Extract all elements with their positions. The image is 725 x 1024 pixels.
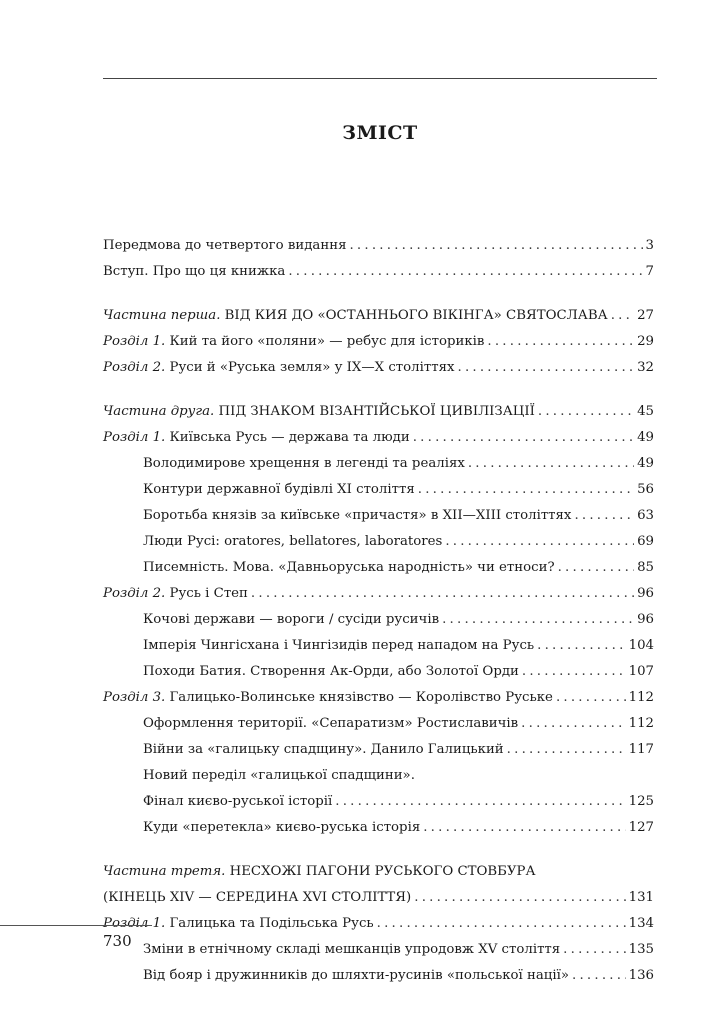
- toc-entry-title: Кочові держави — вороги / сусіди русичів: [143, 612, 440, 627]
- toc-entry-prefix: Частина друга.: [103, 404, 215, 419]
- toc-leader-dots: [537, 638, 625, 653]
- page-title: ЗМІСТ: [342, 122, 418, 144]
- toc-entry-prefix: Частина третя.: [103, 864, 226, 879]
- toc-entry[interactable]: [103, 890, 654, 916]
- toc-entry-label: [103, 238, 346, 253]
- toc-page-number: 131: [628, 890, 654, 905]
- header-rule: [103, 78, 657, 79]
- toc-entry-title: Руси й «Руська земля» у IX—X століттях: [165, 360, 455, 375]
- toc-leader-dots: [558, 560, 634, 575]
- toc-entry-title: Контури державної будівлі XI століття: [143, 482, 415, 497]
- toc-entry[interactable]: [103, 560, 654, 586]
- toc-entry-prefix: Розділ 1.: [103, 916, 166, 931]
- toc-entry-label: [143, 612, 439, 627]
- toc-page-number: 63: [637, 508, 654, 523]
- toc-entry[interactable]: [103, 794, 654, 820]
- toc-entry[interactable]: [103, 664, 654, 690]
- toc-entry-title: Люди Русі: oratores, bellatores, laboratores: [143, 534, 443, 549]
- toc-page-number: 49: [637, 456, 654, 471]
- toc-leader-dots: [468, 456, 634, 471]
- toc-entry-title: Оформлення території. «Сепаратизм» Ростиславичів: [143, 716, 519, 731]
- toc-leader-dots: [288, 264, 642, 279]
- toc-entry-label: [143, 534, 442, 549]
- toc-entry-prefix: Частина перша.: [103, 308, 221, 323]
- toc-entry-title: Вступ. Про що ця книжка: [103, 264, 286, 279]
- toc-entry-label: [143, 456, 465, 471]
- toc-leader-dots: [487, 334, 634, 349]
- toc-entry-label: [143, 716, 518, 731]
- footer-rule: [0, 925, 152, 926]
- toc-entry-title: Новий переділ «галицької спадщини».: [143, 768, 415, 783]
- toc-page-number: 32: [637, 360, 654, 375]
- toc-entry-title: Від бояр і дружинників до шляхти-русинів «польської нації»: [143, 968, 569, 983]
- toc-entry[interactable]: [103, 638, 654, 664]
- toc-entry-title: Київська Русь — держава та люди: [165, 430, 410, 445]
- toc-page-number: 127: [628, 820, 654, 835]
- toc-entry-title: Галицько-Волинське князівство — Королівство Руське: [165, 690, 553, 705]
- toc-entry[interactable]: [103, 404, 654, 430]
- toc-page-number: 136: [628, 968, 654, 983]
- toc-entry[interactable]: [103, 864, 654, 890]
- toc-entry-prefix: Розділ 3.: [103, 690, 166, 705]
- toc-entry[interactable]: [103, 916, 654, 942]
- toc-entry-label: [103, 308, 608, 323]
- toc-leader-dots: [413, 430, 634, 445]
- toc-page-number: 45: [637, 404, 654, 419]
- toc-entry-label: [143, 742, 504, 757]
- toc-entry-title: Куди «перетекла» києво-руська історія: [143, 820, 421, 835]
- toc-leader-dots: [563, 942, 625, 957]
- toc-entry-label: [143, 794, 332, 809]
- toc-leader-dots: [445, 534, 634, 549]
- toc-entry-title: ВІД КИЯ ДО «ОСТАННЬОГО ВІКІНГА» СВЯТОСЛАВА: [220, 308, 608, 323]
- toc-entry-title: Імперія Чингісхана і Чингізидів перед нападом на Русь: [143, 638, 535, 653]
- toc-entry-title: ПІД ЗНАКОМ ВІЗАНТІЙСЬКОЇ ЦИВІЛІЗАЦІЇ: [214, 404, 535, 419]
- toc-entry[interactable]: [103, 308, 654, 334]
- toc-leader-dots: [251, 586, 634, 601]
- toc-leader-dots: [418, 482, 634, 497]
- toc-page-number: 69: [637, 534, 654, 549]
- toc-leader-dots: [521, 716, 625, 731]
- toc-page-number: 134: [628, 916, 654, 931]
- table-of-contents: [103, 238, 654, 994]
- toc-entry-label: [103, 360, 454, 375]
- toc-entry-title: Фінал києво-руської історії: [143, 794, 333, 809]
- toc-page-number: 56: [637, 482, 654, 497]
- toc-entry-label: [103, 404, 535, 419]
- toc-entry-title: Кий та його «поляни» — ребус для істориків: [165, 334, 485, 349]
- toc-entry-title: Зміни в етнічному складі мешканців упродовж XV століття: [143, 942, 561, 957]
- toc-entry[interactable]: [103, 820, 654, 846]
- toc-entry-title: Боротьба князів за київське «причастя» в XII—XIII століттях: [143, 508, 572, 523]
- toc-entry-label: [143, 560, 555, 575]
- toc-entry-prefix: Розділ 1.: [103, 430, 166, 445]
- toc-entry-prefix: Розділ 2.: [103, 586, 166, 601]
- toc-page-number: 49: [637, 430, 654, 445]
- toc-entry[interactable]: [103, 482, 654, 508]
- toc-entry-title: Галицька та Подільська Русь: [165, 916, 374, 931]
- toc-entry-label: [103, 890, 411, 905]
- toc-entry-title: Передмова до четвертого видання: [103, 238, 347, 253]
- toc-entry[interactable]: [103, 456, 654, 482]
- toc-entry-label: [103, 690, 553, 705]
- toc-entry-label: [103, 864, 654, 879]
- toc-entry-label: [103, 586, 248, 601]
- toc-leader-dots: [377, 916, 626, 931]
- toc-entry[interactable]: [103, 942, 654, 968]
- toc-page-number: 27: [637, 308, 654, 323]
- toc-leader-dots: [335, 794, 625, 809]
- toc-entry[interactable]: [103, 534, 654, 560]
- toc-page-number: 3: [645, 238, 654, 253]
- toc-leader-dots: [457, 360, 634, 375]
- toc-entry-label: [143, 638, 534, 653]
- toc-page-number: 7: [645, 264, 654, 279]
- toc-leader-dots: [423, 820, 625, 835]
- toc-entry-title: Походи Батия. Створення Ак-Орди, або Золотої Орди: [143, 664, 519, 679]
- toc-page-number: 107: [628, 664, 654, 679]
- toc-entry-label: [143, 820, 420, 835]
- toc-leader-dots: [349, 238, 642, 253]
- toc-leader-dots: [556, 690, 626, 705]
- toc-leader-dots: [414, 890, 625, 905]
- toc-entry-label: [143, 482, 415, 497]
- toc-entry[interactable]: [103, 360, 654, 386]
- toc-leader-dots: [538, 404, 634, 419]
- toc-page-number: 96: [637, 586, 654, 601]
- toc-entry-title: (КІНЕЦЬ XIV — СЕРЕДИНА XVI СТОЛІТТЯ): [103, 890, 412, 905]
- toc-entry[interactable]: [103, 968, 654, 994]
- toc-entry-title: Війни за «галицьку спадщину». Данило Галицький: [143, 742, 504, 757]
- toc-page-number: 104: [628, 638, 654, 653]
- toc-entry[interactable]: [103, 430, 654, 456]
- toc-section-gap: [103, 846, 654, 864]
- toc-entry-label: [143, 768, 654, 783]
- toc-entry[interactable]: [103, 334, 654, 360]
- toc-leader-dots: [572, 968, 626, 983]
- toc-entry[interactable]: [103, 586, 654, 612]
- toc-section-gap: [103, 386, 654, 404]
- toc-entry[interactable]: [103, 742, 654, 768]
- toc-page-number: 29: [637, 334, 654, 349]
- toc-entry[interactable]: [103, 264, 654, 290]
- toc-page-number: 112: [628, 716, 654, 731]
- toc-page-number: 96: [637, 612, 654, 627]
- toc-entry-label: [103, 916, 374, 931]
- toc-entry-title: НЕСХОЖІ ПАГОНИ РУСЬКОГО СТОВБУРА: [225, 864, 536, 879]
- toc-entry-prefix: Розділ 2.: [103, 360, 166, 375]
- toc-page-number: 85: [637, 560, 654, 575]
- toc-leader-dots: [442, 612, 634, 627]
- toc-page-number: 135: [628, 942, 654, 957]
- toc-entry[interactable]: [103, 238, 654, 264]
- toc-entry-label: [103, 264, 285, 279]
- toc-entry-label: [143, 508, 571, 523]
- toc-entry[interactable]: [103, 508, 654, 534]
- toc-entry-label: [103, 334, 484, 349]
- toc-entry-prefix: Розділ 1.: [103, 334, 166, 349]
- toc-entry-label: [143, 664, 519, 679]
- toc-page-number: 117: [628, 742, 654, 757]
- toc-entry[interactable]: [103, 716, 654, 742]
- page-number: 730: [103, 932, 132, 950]
- toc-entry-title: Володимирове хрещення в легенді та реаліях: [143, 456, 465, 471]
- toc-leader-dots: [522, 664, 626, 679]
- toc-entry[interactable]: [103, 690, 654, 716]
- toc-entry-title: Русь і Степ: [165, 586, 248, 601]
- toc-entry-label: [143, 968, 569, 983]
- toc-leader-dots: [611, 308, 634, 323]
- toc-entry-label: [143, 942, 560, 957]
- toc-entry-title: Писемність. Мова. «Давньоруська народність» чи етноси?: [143, 560, 555, 575]
- toc-page-number: 112: [628, 690, 654, 705]
- toc-entry-label: [103, 430, 410, 445]
- toc-section-gap: [103, 290, 654, 308]
- toc-leader-dots: [574, 508, 634, 523]
- toc-page-number: 125: [628, 794, 654, 809]
- toc-entry[interactable]: [103, 612, 654, 638]
- toc-leader-dots: [507, 742, 626, 757]
- toc-entry[interactable]: [103, 768, 654, 794]
